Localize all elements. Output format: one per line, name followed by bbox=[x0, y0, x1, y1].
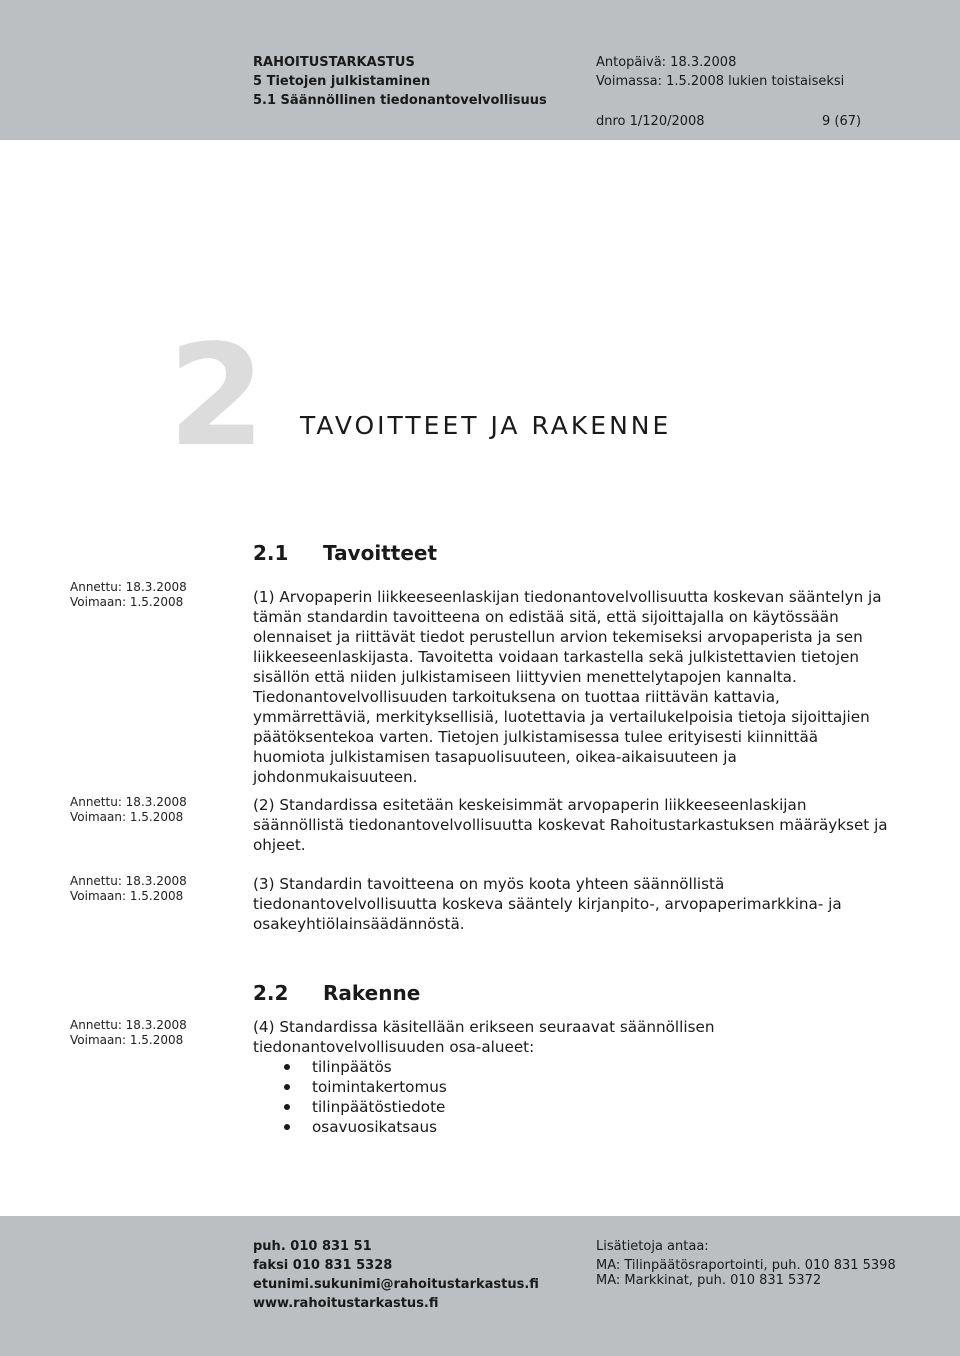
paragraph-text: (1) Arvopaperin liikkeeseenlaskijan tiedonantovelvollisuutta koskevan sääntelyn ja tämän standardin tavoitteena on edistää sitä, että sijoittajalla on käytössään olennaiset ja riittävät tiedot perustellun arvion tekemiseksi arvopaperista ja sen liikkeeseenlaskijasta. Tavoitetta voidaan tarkastella sekä julkistettavien tietojen sisällön että niiden julkistamiseen liittyvien menettelytapojen kannalta. Tiedonantovelvollisuuden tarkoituksena on tuottaa riittävän kattavia, ymmärrettäviä, merkityksellisiä, luotettavia ja vertailukelpoisia tietoja sijoittajien päätöksentekoa varten. Tietojen julkistamisessa tulee erityisesti kiinnittää huomiota julkistamisen tasapuolisuuteen, oikea-aikaisuuteen ja johdonmukaisuuteen. bbox=[253, 588, 882, 786]
bullet-icon bbox=[284, 1084, 290, 1090]
effective-date: Voimaan: 1.5.2008 bbox=[70, 1033, 184, 1047]
footer-fax: faksi 010 831 5328 bbox=[253, 1258, 393, 1273]
section-number: 2.1 bbox=[253, 541, 289, 565]
bullet-icon bbox=[284, 1064, 290, 1070]
effective-date: Voimaan: 1.5.2008 bbox=[70, 595, 184, 609]
margin-note-4 bbox=[70, 1018, 187, 1048]
section-heading-rakenne bbox=[253, 980, 420, 1006]
margin-note-3 bbox=[70, 874, 187, 904]
paragraph-text: (2) Standardissa esitetään keskeisimmät arvopaperin liikkeeseenlaskijan säännöllistä tiedonantovelvollisuutta koskevat Rahoitustarkastuksen määräykset ja ohjeet. bbox=[253, 796, 888, 854]
paragraph-1 bbox=[253, 587, 893, 787]
footer-email-link[interactable]: etunimi.sukunimi@rahoitustarkastus.fi bbox=[253, 1277, 539, 1292]
bullet-list bbox=[253, 1057, 893, 1137]
header-issued-date: Antopäivä: 18.3.2008 bbox=[596, 55, 737, 70]
page-header bbox=[0, 0, 960, 140]
list-item bbox=[253, 1077, 893, 1097]
list-item bbox=[253, 1057, 893, 1077]
footer-contact-label: Lisätietoja antaa: bbox=[596, 1239, 709, 1254]
section-title: Tavoitteet bbox=[323, 541, 438, 565]
list-item-label: osavuosikatsaus bbox=[312, 1118, 438, 1136]
list-item-label: tilinpäätös bbox=[312, 1058, 392, 1076]
section-number: 2.2 bbox=[253, 981, 289, 1005]
issued-date: Annettu: 18.3.2008 bbox=[70, 795, 187, 809]
header-valid-date: Voimassa: 1.5.2008 lukien toistaiseksi bbox=[596, 74, 845, 89]
paragraph-4 bbox=[253, 1017, 893, 1137]
section-title: Rakenne bbox=[323, 981, 421, 1005]
header-chapter: 5 Tietojen julkistaminen bbox=[253, 74, 431, 89]
header-reference: dnro 1/120/2008 bbox=[596, 114, 705, 129]
chapter-number: 2 bbox=[168, 315, 262, 478]
list-item-label: tilinpäätöstiedote bbox=[312, 1098, 446, 1116]
bullet-icon bbox=[284, 1124, 290, 1130]
header-subchapter: 5.1 Säännöllinen tiedonantovelvollisuus bbox=[253, 93, 547, 108]
page-footer bbox=[0, 1216, 960, 1356]
effective-date: Voimaan: 1.5.2008 bbox=[70, 810, 184, 824]
footer-contact-1: MA: Tilinpäätösraportointi, puh. 010 831 5398 bbox=[596, 1258, 896, 1273]
margin-note-1 bbox=[70, 580, 187, 610]
issued-date: Annettu: 18.3.2008 bbox=[70, 1018, 187, 1032]
paragraph-text: (4) Standardissa käsitellään erikseen seuraavat säännöllisen tiedonantovelvollisuuden osa-alueet: bbox=[253, 1018, 715, 1056]
paragraph-text: (3) Standardin tavoitteena on myös koota yhteen säännöllistä tiedonantovelvollisuutta koskeva sääntely kirjanpito-, arvopaperimarkkina- ja osakeyhtiölainsäädännöstä. bbox=[253, 875, 842, 933]
paragraph-2 bbox=[253, 795, 893, 855]
footer-contact-2: MA: Markkinat, puh. 010 831 5372 bbox=[596, 1273, 822, 1288]
effective-date: Voimaan: 1.5.2008 bbox=[70, 889, 184, 903]
header-page-number: 9 (67) bbox=[822, 114, 862, 129]
section-heading-tavoitteet bbox=[253, 540, 437, 566]
issued-date: Annettu: 18.3.2008 bbox=[70, 580, 187, 594]
bullet-icon bbox=[284, 1104, 290, 1110]
chapter-title: TAVOITTEET JA RAKENNE bbox=[300, 411, 672, 440]
footer-phone: puh. 010 831 51 bbox=[253, 1239, 372, 1254]
header-organization: RAHOITUSTARKASTUS bbox=[253, 55, 415, 70]
list-item-label: toimintakertomus bbox=[312, 1078, 447, 1096]
footer-website-link[interactable]: www.rahoitustarkastus.fi bbox=[253, 1296, 439, 1311]
list-item bbox=[253, 1097, 893, 1117]
paragraph-3 bbox=[253, 874, 893, 934]
margin-note-2 bbox=[70, 795, 187, 825]
list-item bbox=[253, 1117, 893, 1137]
issued-date: Annettu: 18.3.2008 bbox=[70, 874, 187, 888]
